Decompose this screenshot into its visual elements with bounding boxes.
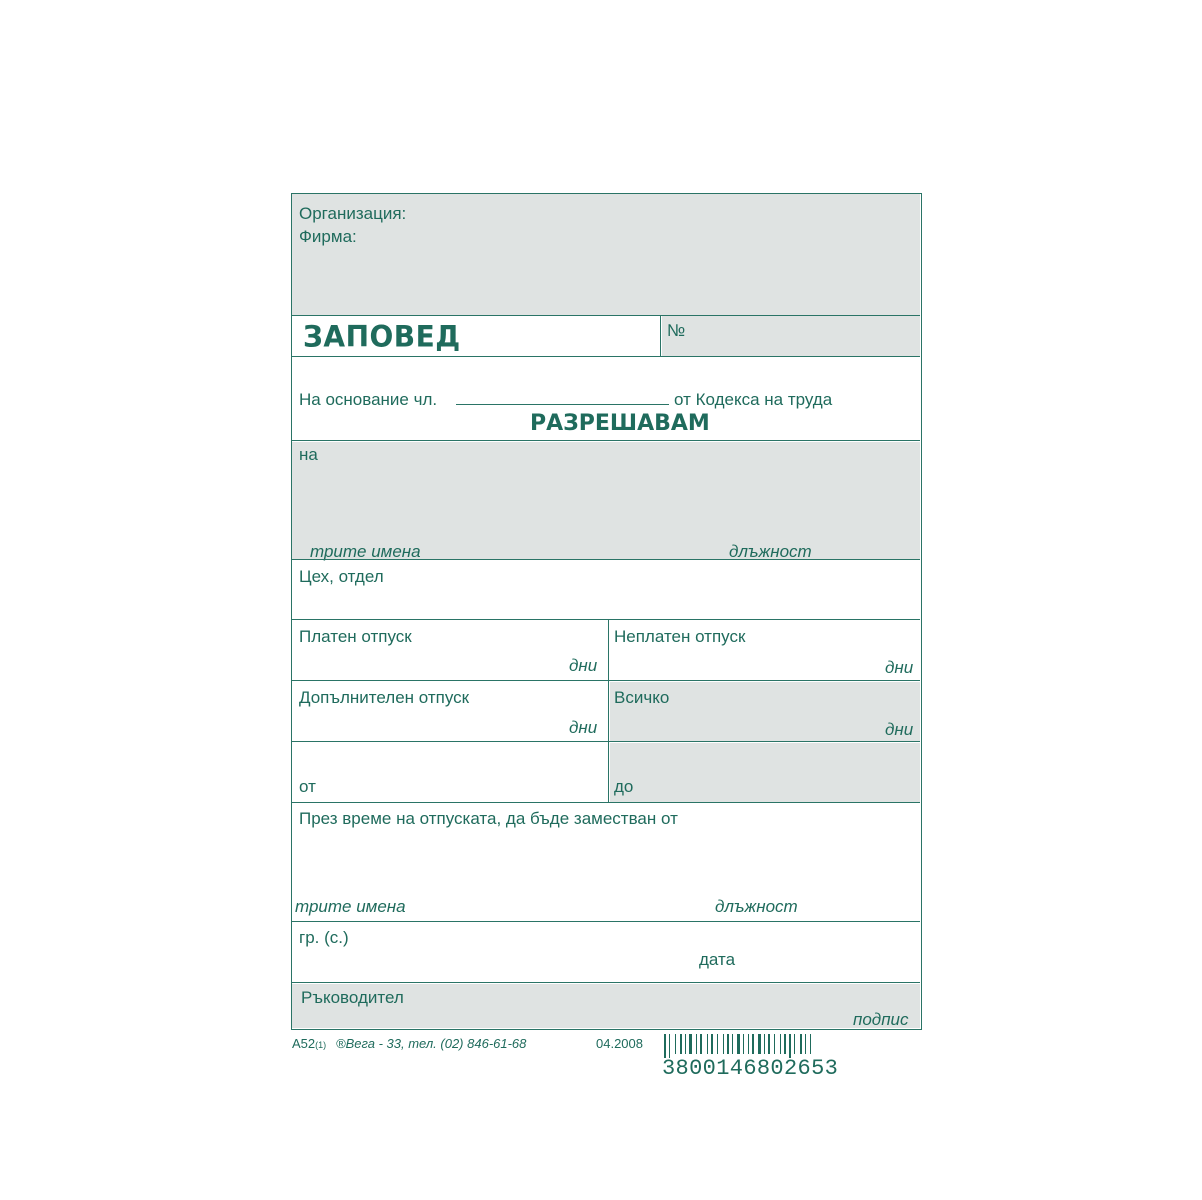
edition-date: 04.2008	[596, 1036, 643, 1051]
city-label: гр. (с.)	[299, 928, 349, 947]
divider	[292, 741, 920, 742]
signature-caption: подпис	[853, 1010, 909, 1029]
substitute-position-caption: длъжност	[715, 897, 798, 916]
additional-leave-label: Допълнителен отпуск	[299, 688, 470, 707]
unpaid-leave-label: Неплатен отпуск	[614, 627, 746, 646]
substitute-names-caption: трите имена	[295, 897, 406, 916]
decision-heading: РАЗРЕШАВАМ	[530, 411, 710, 436]
barcode-bar	[689, 1034, 692, 1054]
barcode-bar	[748, 1034, 749, 1054]
divider	[292, 440, 920, 441]
divider	[660, 316, 661, 356]
barcode-bar	[743, 1034, 744, 1054]
barcode-bar	[800, 1034, 802, 1054]
article-blank-line[interactable]	[456, 404, 669, 405]
additional-days-caption: дни	[569, 718, 598, 737]
basis-prefix: На основание чл.	[299, 390, 438, 409]
unpaid-days-caption: дни	[885, 658, 914, 677]
substitute-label: През време на отпуската, да бъде заместван от	[299, 809, 678, 828]
paid-days-caption: дни	[569, 656, 598, 675]
form-code-sub: (1)	[315, 1040, 327, 1050]
barcode-bar	[810, 1034, 811, 1054]
organization-label: Организация:	[299, 204, 407, 223]
divider	[292, 982, 920, 983]
barcode-bar	[685, 1034, 686, 1054]
divider	[292, 921, 920, 922]
order-number-field[interactable]	[662, 316, 920, 356]
divider	[292, 619, 920, 620]
barcode-bar	[752, 1034, 754, 1054]
form-code	[292, 1036, 326, 1051]
barcode-bar	[758, 1034, 761, 1054]
barcode-bar	[794, 1034, 795, 1054]
firm-label: Фирма:	[299, 227, 357, 246]
barcode-bar	[717, 1034, 718, 1054]
date-label: дата	[699, 950, 736, 969]
barcode-bar	[784, 1034, 786, 1054]
barcode-bar	[696, 1034, 697, 1054]
barcode-bar	[707, 1034, 708, 1054]
barcode-bar	[723, 1034, 724, 1054]
total-days-caption: дни	[885, 720, 914, 739]
names-caption: трите имена	[310, 542, 421, 561]
barcode-bar	[780, 1034, 781, 1054]
to-date-field[interactable]	[610, 743, 920, 802]
barcode-bar	[675, 1034, 676, 1054]
to-label: на	[299, 445, 318, 464]
barcode-bar	[768, 1034, 770, 1054]
barcode-bar	[680, 1034, 682, 1054]
number-label: №	[667, 321, 686, 340]
to-date-label: до	[614, 777, 634, 796]
basis-suffix: от Кодекса на труда	[674, 390, 833, 409]
paid-leave-label: Платен отпуск	[299, 627, 412, 646]
barcode-number: 3800146802653	[662, 1056, 839, 1081]
divider	[292, 356, 920, 357]
department-label: Цех, отдел	[299, 567, 384, 586]
page-title: ЗАПОВЕД	[303, 319, 461, 354]
barcode-bar	[737, 1034, 740, 1054]
manager-label: Ръководител	[301, 988, 404, 1007]
divider	[292, 680, 920, 681]
total-label: Всичко	[614, 688, 670, 707]
publisher-info: ®Вега - 33, тел. (02) 846-61-68	[336, 1036, 527, 1051]
barcode-bar	[727, 1034, 729, 1054]
divider	[292, 802, 920, 803]
form-code-main: А52	[292, 1036, 316, 1051]
divider	[608, 619, 609, 802]
barcode-bar	[732, 1034, 733, 1054]
barcode-bar	[805, 1034, 806, 1054]
barcode-bar	[774, 1034, 775, 1054]
position-caption: длъжност	[729, 542, 812, 561]
divider	[292, 559, 920, 560]
barcode-bar	[711, 1034, 713, 1054]
barcode-bar	[700, 1034, 702, 1054]
leave-order-form	[291, 193, 922, 1030]
from-label: от	[299, 777, 316, 796]
barcode-bar	[764, 1034, 765, 1054]
